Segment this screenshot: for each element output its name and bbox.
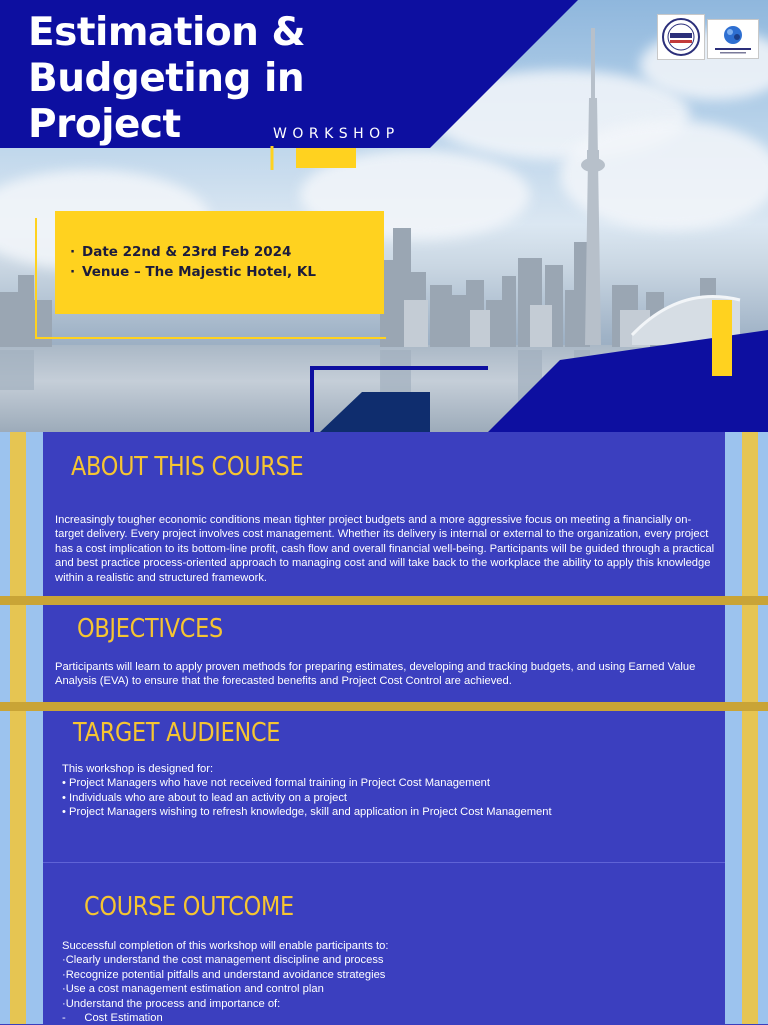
course-outcome-list: [62, 939, 388, 1025]
list-item: - Cost Estimation: [62, 1012, 163, 1025]
about-text: Increasingly tougher economic conditions mean tighter project budgets and a more aggressive focus on meeting a financially on-target delivery. Every project involves cost management. Whether its delivery is internal or external to the organization, every project has a cost implication to its bottom-line profit, cash flow and overall financial well-being. Participants will be guided through a practical and best practice process-oriented approach to managing cost and will take back to the workplace the ability to apply this knowledge within a realistic and structured framework.: [55, 514, 715, 584]
left-stripe-light: [0, 432, 10, 1024]
event-venue: [70, 262, 316, 282]
list-item: ·Recognize potential pitfalls and understand avoidance strategies: [62, 968, 386, 981]
list-item: Successful completion of this workshop will enable participants to:: [62, 940, 389, 952]
about-heading: ABOUT THIS COURSE: [71, 452, 304, 482]
event-date: [70, 242, 316, 262]
left-stripe-blue: [26, 432, 43, 1024]
objectives-heading: OBJECTIVCES: [77, 614, 223, 644]
event-venue-text: Venue – The Majestic Hotel, KL: [82, 264, 316, 280]
list-item: • Project Managers who have not received formal training in Project Cost Management: [62, 777, 491, 790]
list-item: ·Clearly understand the cost management discipline and process: [62, 954, 384, 967]
event-date-text: Date 22nd & 23rd Feb 2024: [82, 244, 292, 260]
title-line-1: Estimation &: [28, 10, 305, 55]
right-stripe-blue: [725, 432, 742, 1024]
section-divider-bar: [0, 596, 768, 605]
workshop-subtitle: WORKSHOP: [273, 126, 400, 142]
section-divider-line: [43, 862, 725, 863]
course-outcome-heading: COURSE OUTCOME: [84, 892, 294, 922]
list-item: • Project Managers wishing to refresh knowledge, skill and application in Project Cost Management: [62, 806, 552, 819]
section-divider-bar: [0, 702, 768, 711]
left-stripe-gold: [10, 432, 26, 1024]
title-line-3: Project: [28, 102, 181, 147]
bullet-icon: ·: [70, 244, 76, 260]
event-info-list: [70, 242, 316, 282]
list-item: • Individuals who are about to lead an activity on a project: [62, 791, 348, 804]
list-item: ·Use a cost management estimation and control plan: [62, 983, 324, 996]
accent-lines: [0, 0, 768, 432]
objectives-text: Participants will learn to apply proven methods for preparing estimates, developing and tracking budgets, and using Earned Value Analysis (EVA) to ensure that the forecasted benefits and Project Cost Control are achieved.: [55, 661, 696, 688]
target-audience-list: [62, 762, 552, 820]
title-line-2: Budgeting in: [28, 56, 305, 101]
list-item: ·Understand the process and importance of:: [62, 997, 281, 1010]
bullet-icon: ·: [70, 264, 76, 280]
list-item: This workshop is designed for:: [62, 763, 214, 775]
right-stripe-gold: [742, 432, 758, 1024]
hero-banner: [0, 0, 768, 432]
right-stripe-light: [758, 432, 768, 1024]
target-audience-heading: TARGET AUDIENCE: [73, 718, 281, 748]
